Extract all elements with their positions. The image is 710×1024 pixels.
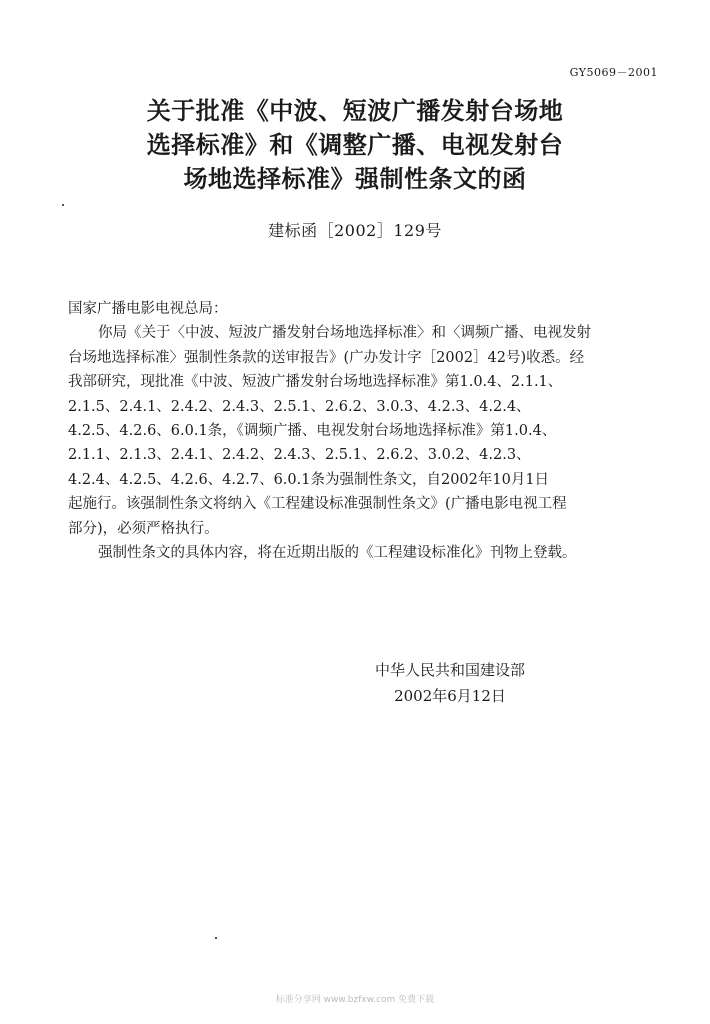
- body-line: 起施行。该强制性条文将纳入《工程建设标准强制性条文》(广播电影电视工程: [68, 496, 567, 513]
- signing-date: 2002年6月12日: [394, 687, 506, 705]
- body-line: 台场地选择标准〉强制性条款的送审报告》(广办发计字［2002］42号)收悉。经: [68, 349, 585, 366]
- addressee: 国家广播电影电视总局：: [68, 301, 228, 317]
- scan-speck: [62, 204, 64, 206]
- body-line: 你局《关于〈中波、短波广播发射台场地选择标准〉和〈调频广播、电视发射: [98, 325, 591, 342]
- title-line-3: 场地选择标准》强制性条文的函: [183, 164, 527, 193]
- body-line: 部分)，必须严格执行。: [68, 520, 219, 537]
- title-line-2: 选择标准》和《调整广播、电视发射台: [146, 130, 564, 159]
- document-title: [0, 94, 710, 196]
- standard-code: GY5069－2001: [569, 66, 658, 79]
- letter-body: [68, 297, 658, 565]
- signature-block: [340, 657, 560, 709]
- last-paragraph: 强制性条文的具体内容，将在近期出版的《工程建设标准化》刊物上登载。: [98, 545, 577, 562]
- signing-organization: 中华人民共和国建设部: [374, 661, 525, 679]
- body-line: 4.2.5、4.2.6、6.0.1条，《调频广播、电视发射台场地选择标准》第1.0.4、: [68, 423, 557, 440]
- body-line: 2.1.5、2.4.1、2.4.2、2.4.3、2.5.1、2.6.2、3.0.3、4.2.3、4.2.4、: [68, 398, 531, 415]
- body-line: 4.2.4、4.2.5、4.2.6、4.2.7、6.0.1条为强制性条文，自2002年10月1日: [68, 471, 550, 488]
- body-line: 我部研究，现批准《中波、短波广播发射台场地选择标准》第1.0.4、2.1.1、: [68, 374, 563, 391]
- title-line-1: 关于批准《中波、短波广播发射台场地: [146, 96, 564, 125]
- document-number: 建标函［2002］129号: [268, 221, 442, 240]
- body-line: 2.1.1、2.1.3、2.4.1、2.4.2、2.4.3、2.5.1、2.6.2、3.0.2、4.2.3、: [68, 447, 531, 464]
- footer-watermark: 标准分享网 www.bzfxw.com 免费下载: [275, 995, 435, 1005]
- scan-speck: [215, 937, 217, 939]
